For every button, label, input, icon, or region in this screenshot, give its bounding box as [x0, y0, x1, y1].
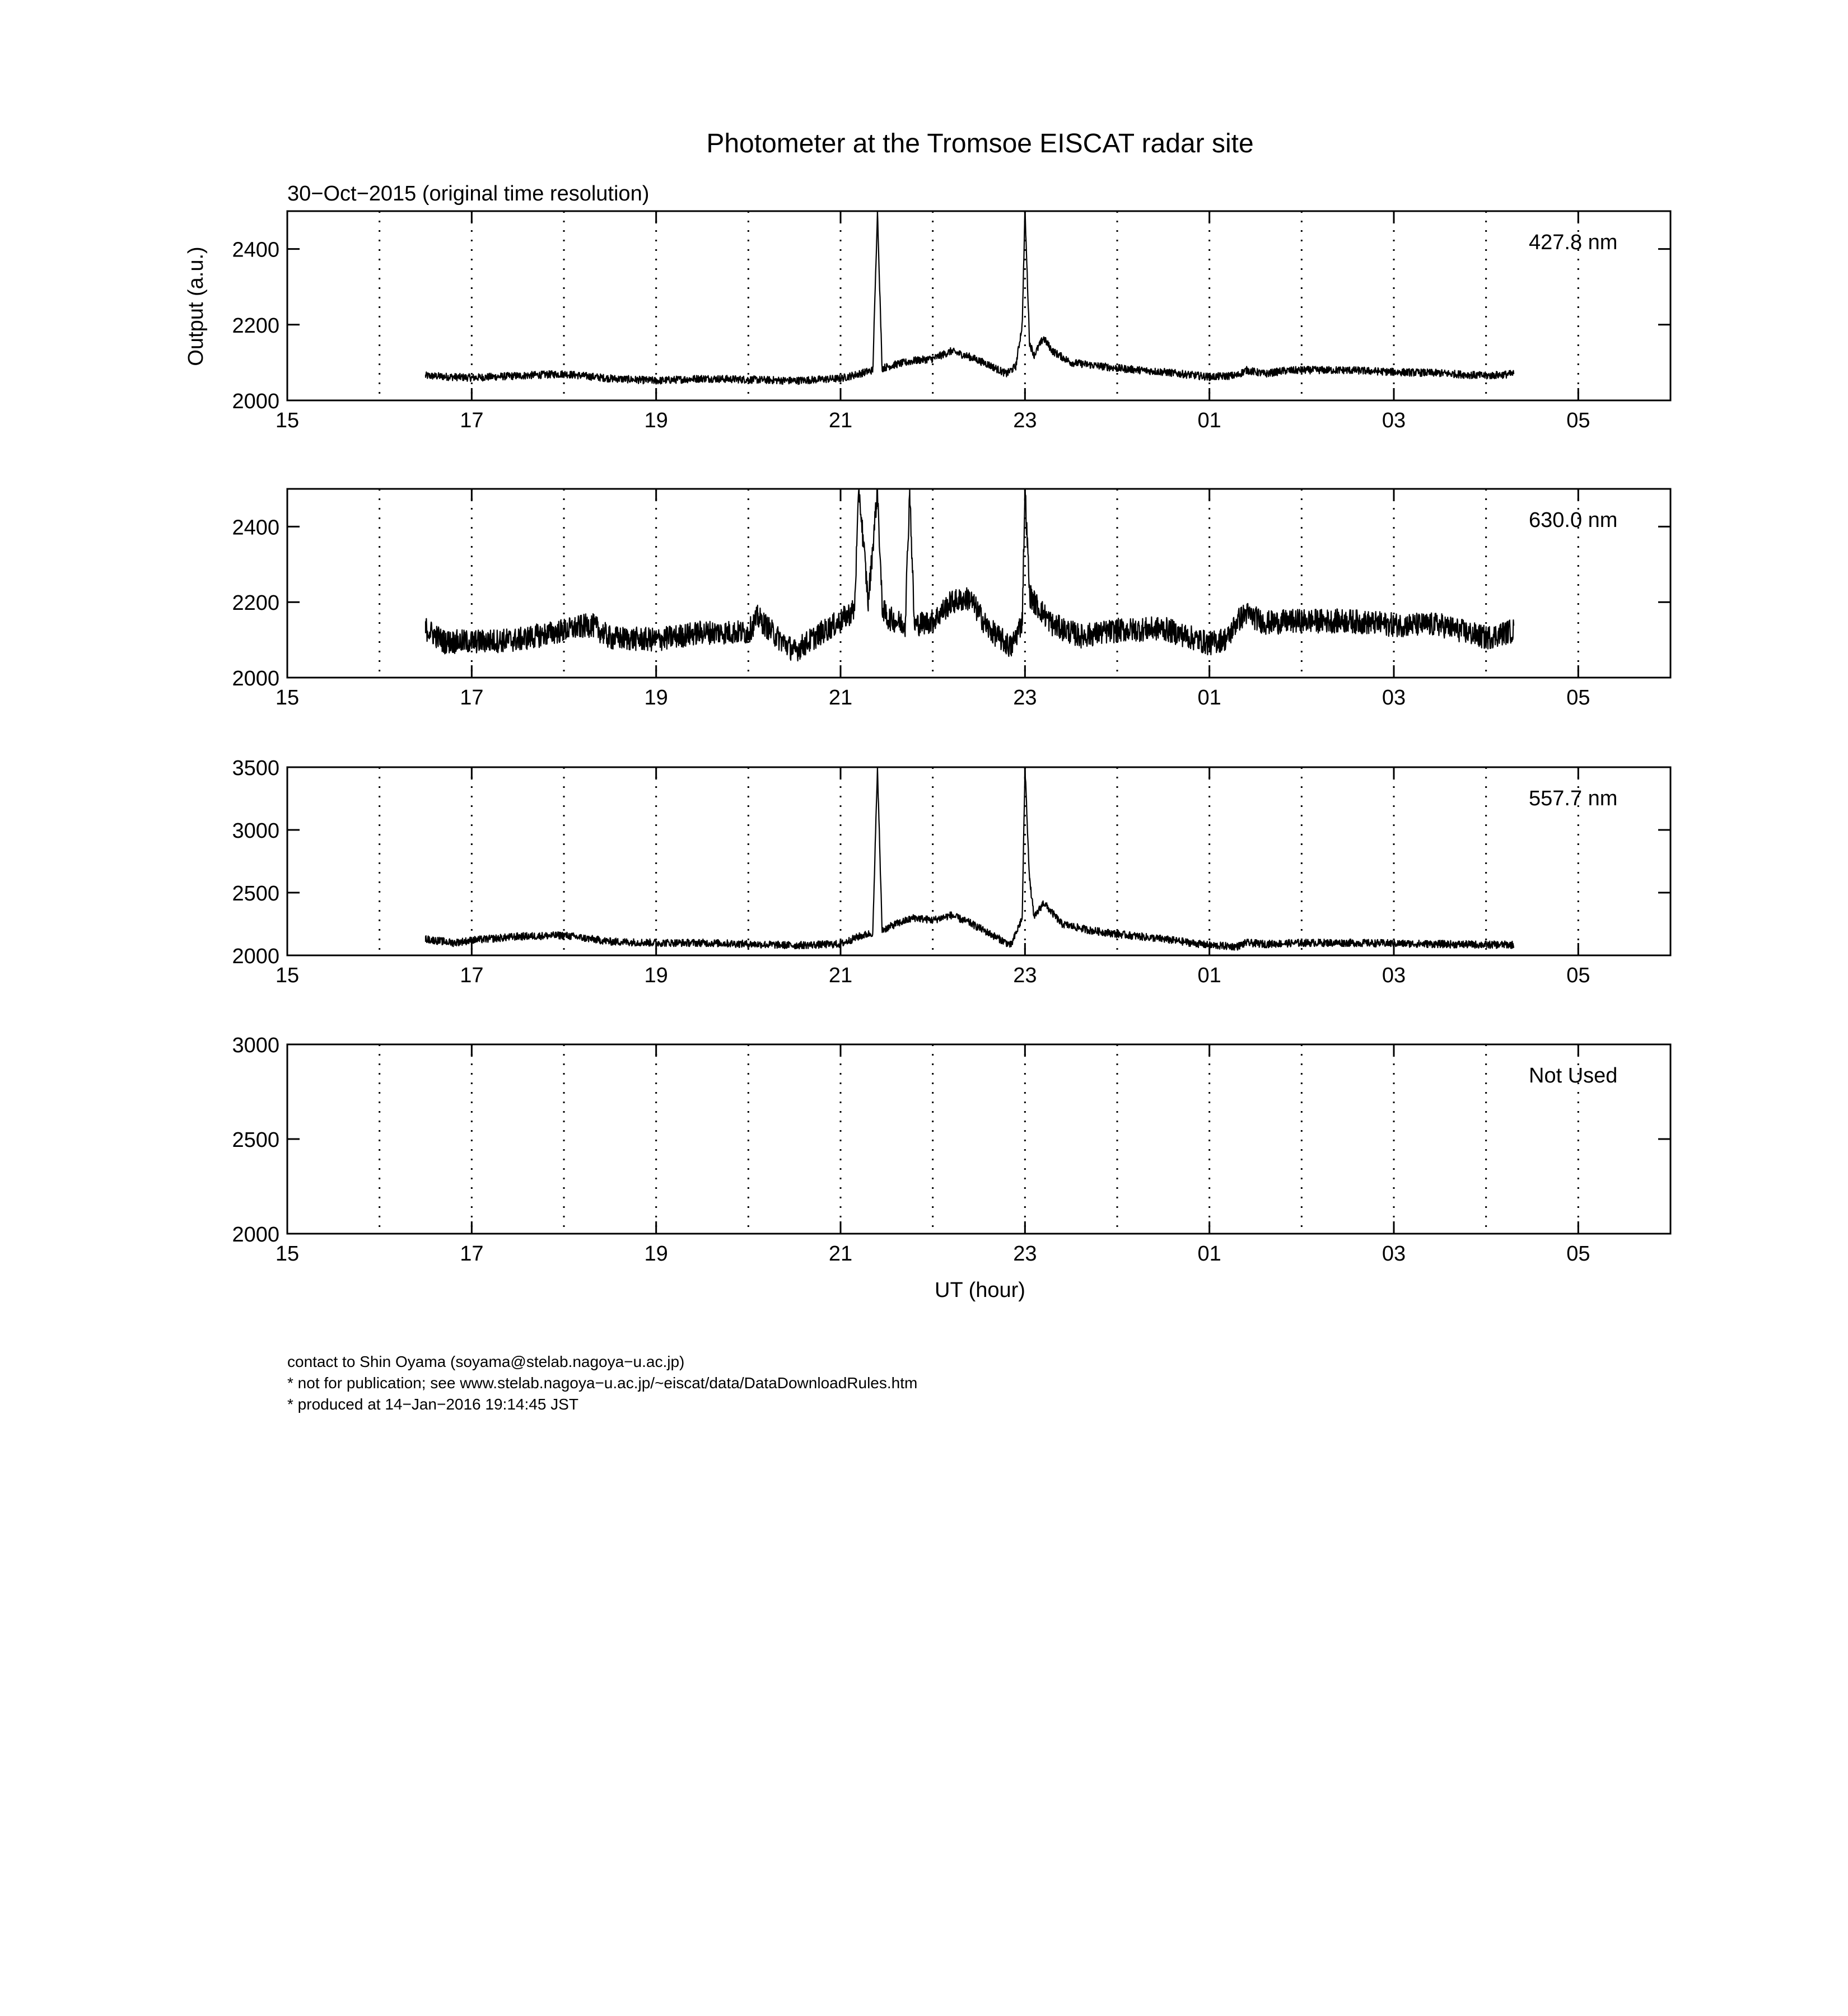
panel-4-ytick-label: 3000	[232, 1034, 279, 1057]
panel-2-ytick-label: 2200	[232, 591, 279, 615]
panel-3	[232, 757, 1670, 987]
panel-4-axes-box	[287, 1044, 1670, 1234]
panel-1-ytick-label: 2200	[232, 314, 279, 338]
panel-1-xtick-label: 05	[1566, 409, 1590, 432]
panel-1-ytick-label: 2000	[232, 390, 279, 413]
panel-1-xtick-label: 03	[1382, 409, 1406, 432]
panel-3-ytick-label: 2500	[232, 882, 279, 906]
panel-1-xtick-label: 21	[828, 409, 853, 432]
panels-group	[232, 211, 1670, 1266]
panel-1-xtick-label: 01	[1197, 409, 1221, 432]
panel-3-xtick-label: 23	[1013, 964, 1037, 987]
panel-2-xtick-label: 15	[275, 686, 300, 710]
panel-3-xtick-label: 01	[1197, 964, 1221, 987]
panel-3-xtick-label: 05	[1566, 964, 1590, 987]
panel-2-channel-label: 630.0 nm	[1529, 508, 1618, 532]
panel-4-ytick-label: 2000	[232, 1223, 279, 1247]
x-axis-label: UT (hour)	[935, 1278, 1025, 1302]
panel-3-ytick-label: 2000	[232, 945, 279, 968]
panel-4	[232, 1034, 1670, 1266]
panel-1	[232, 211, 1670, 432]
panel-3-xtick-label: 21	[828, 964, 853, 987]
panel-2-xtick-label: 17	[460, 686, 484, 710]
panel-4-channel-label: Not Used	[1529, 1064, 1618, 1088]
footer-note: * not for publication; see www.stelab.nagoya−u.ac.jp/~eiscat/data/DataDownloadRules.htm	[287, 1374, 918, 1392]
footer-produced: * produced at 14−Jan−2016 19:14:45 JST	[287, 1396, 578, 1413]
panel-4-xtick-label: 15	[275, 1242, 300, 1266]
panel-4-ytick-label: 2500	[232, 1128, 279, 1152]
panel-3-xtick-label: 03	[1382, 964, 1406, 987]
panel-4-xtick-label: 03	[1382, 1242, 1406, 1266]
panel-2-series-line	[426, 482, 1514, 661]
figure-subtitle: 30−Oct−2015 (original time resolution)	[287, 182, 650, 206]
panel-1-ytick-label: 2400	[232, 238, 279, 262]
panel-4-xtick-label: 19	[644, 1242, 668, 1266]
panel-3-xtick-label: 15	[275, 964, 300, 987]
panel-3-channel-label: 557.7 nm	[1529, 787, 1618, 810]
panel-2-xtick-label: 03	[1382, 686, 1406, 710]
panel-4-xtick-label: 01	[1197, 1242, 1221, 1266]
panel-2-ytick-label: 2000	[232, 667, 279, 690]
panel-4-xtick-label: 21	[828, 1242, 853, 1266]
y-axis-label: Output (a.u.)	[184, 246, 208, 366]
panel-4-xtick-label: 23	[1013, 1242, 1037, 1266]
panel-4-xtick-label: 05	[1566, 1242, 1590, 1266]
panel-3-ytick-label: 3000	[232, 819, 279, 843]
panel-4-xtick-label: 17	[460, 1242, 484, 1266]
panel-2-xtick-label: 19	[644, 686, 668, 710]
panel-3-series-line	[426, 767, 1514, 950]
panel-1-axes-box	[287, 211, 1670, 400]
panel-2-xtick-label: 01	[1197, 686, 1221, 710]
panel-1-xtick-label: 15	[275, 409, 300, 432]
panel-2-ytick-label: 2400	[232, 516, 279, 540]
panel-1-xtick-label: 19	[644, 409, 668, 432]
footer-contact: contact to Shin Oyama (soyama@stelab.nagoya−u.ac.jp)	[287, 1353, 685, 1370]
panel-1-channel-label: 427.8 nm	[1529, 231, 1618, 254]
panel-1-xtick-label: 23	[1013, 409, 1037, 432]
panel-2-xtick-label: 23	[1013, 686, 1037, 710]
panel-2-xtick-label: 21	[828, 686, 853, 710]
figure-title: Photometer at the Tromsoe EISCAT radar site	[706, 129, 1254, 158]
panel-3-xtick-label: 17	[460, 964, 484, 987]
panel-3-xtick-label: 19	[644, 964, 668, 987]
panel-3-ytick-label: 3500	[232, 757, 279, 780]
panel-2-xtick-label: 05	[1566, 686, 1590, 710]
panel-1-series-line	[426, 211, 1514, 384]
panel-1-xtick-label: 17	[460, 409, 484, 432]
panel-2	[232, 482, 1670, 710]
